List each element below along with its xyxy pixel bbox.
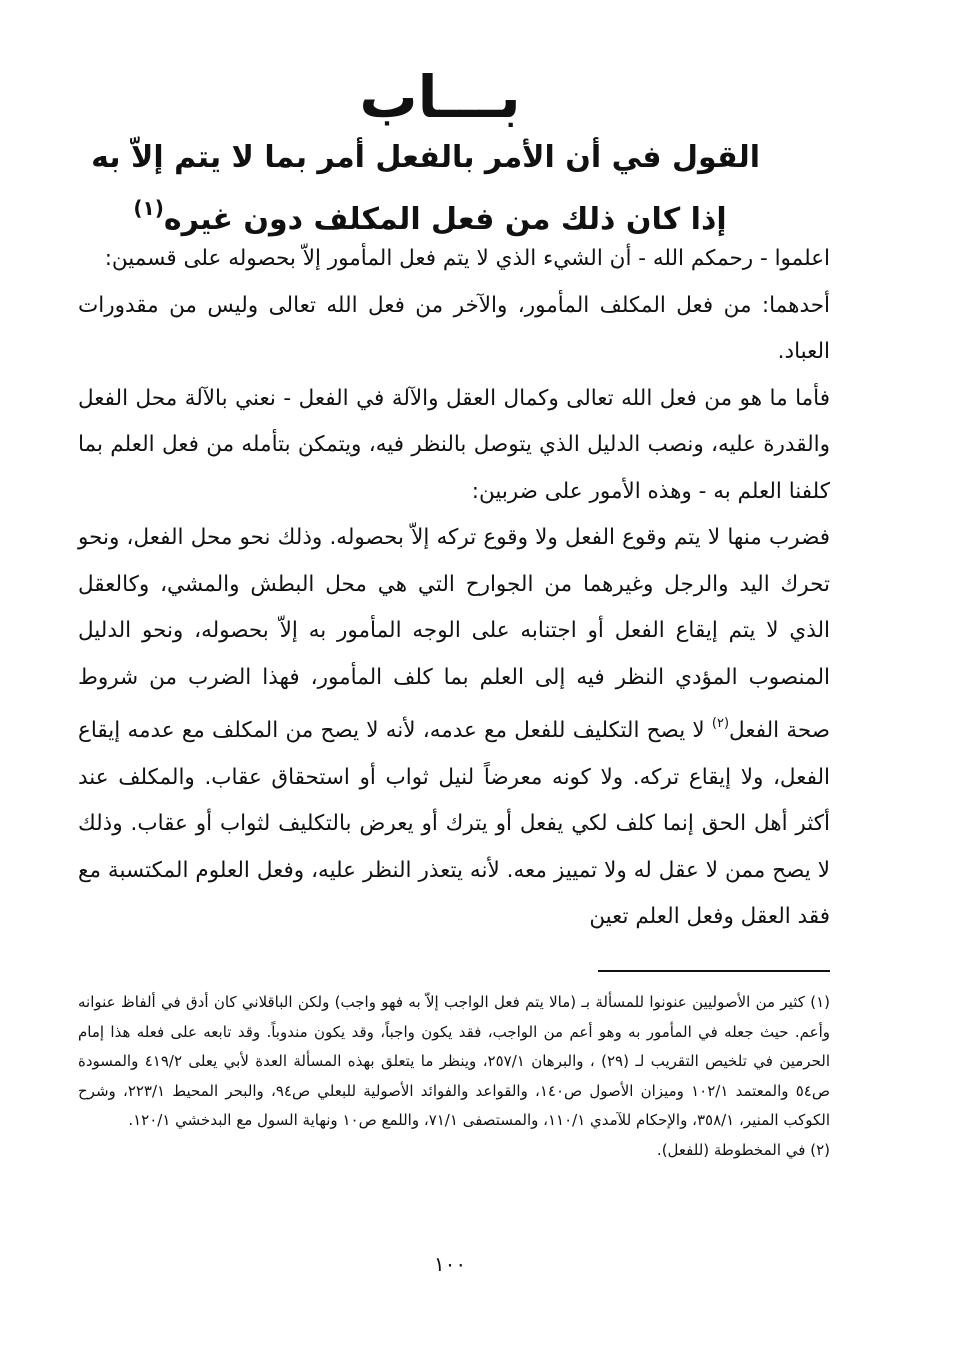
paragraph-4-part-b: لا يصح التكليف للفعل مع عدمه، لأنه لا يصح من المكلف مع عدمه إيقاع الفعل، ولا إيقاع تركه. ولا كونه معرضاً لنيل ثواب أو استحقاق عقاب. والمكلف عند أكثر أهل الحق إنما كلف لكي يفعل أو يترك أو يعرض بالتكليف لثواب أو عقاب. وذلك لا يصح ممن لا عقل له ولا تمييز معه. لأنه يتعذر النظر عليه، وفعل العلوم المكتسبة مع فقد العقل وفعل العلم تعين <box>78 718 830 929</box>
paragraph-2: أحدهما: من فعل المكلف المأمور، والآخر من فعل الله تعالى وليس من مقدورات العباد. <box>78 292 830 364</box>
footnotes <box>78 988 830 1165</box>
footnote-divider <box>598 970 830 972</box>
chapter-heading-line-2 <box>100 186 760 242</box>
page-number: ١٠٠ <box>433 1252 467 1276</box>
chapter-heading-line-1: القول في أن الأمر بالفعل أمر بما لا يتم إلاّ به <box>91 140 760 175</box>
footnote-1: (١) كثير من الأصوليين عنونوا للمسألة بـ (مالا يتم فعل الواجب إلاّ به فهو واجب) ولكن الباقلاني كان أدق في ألفاظ عنوانه وأعم. حيث جعله في المأمور به وهو أعم من الواجب، فقد يكون واجباً، وقد يكون مندوباً. وقد تابعه على فعله هذا إمام الحرمين في تلخيص التقريب لـ (٢٩) ، والبرهان ٢٥٧/١، وينظر ما يتعلق بهذه المسألة العدة لأبي يعلى ٤١٩/٢ والمسودة ص٥٤ والمعتمد ١٠٢/١ وميزان الأصول ص١٤٠، والقواعد والفوائد الأصولية للبعلي ص٩٤، والبحر المحيط ٢٢٣/١، وشرح الكوكب المنير، ٣٥٨/١، والإحكام للآمدي ١١٠/١، والمستصفى ٧١/١، واللمع ص١٠ ونهاية السول مع البدخشي ١٢٠/١. <box>78 993 830 1129</box>
chapter-heading-line-2-text: إذا كان ذلك من فعل المكلف دون غيره <box>163 202 727 237</box>
footnote-ref-1: (١) <box>133 196 164 220</box>
paragraph-1: اعلموا - رحمكم الله - أن الشيء الذي لا يتم فعل المأمور إلاّ بحصوله على قسمين: <box>104 246 830 271</box>
paragraph-4-part-a: فضرب منها لا يتم وقوع الفعل ولا وقوع تركه إلاّ بحصوله. وذلك نحو محل الفعل، ونحو تحرك اليد والرجل وغيرهما من الجوارح التي هي محل البطش والمشي، وكالعقل الذي لا يتم إيقاع الفعل أو اجتنابه على الوجه المأمور به إلاّ بحصوله، ونحو الدليل المنصوب المؤدي النظر فيه إلى العلم بما كلف المأمور، فهذا الضرب من شروط صحة الفعل <box>78 525 830 743</box>
paragraph-4 <box>78 515 830 941</box>
chapter-label: بـــاب <box>359 63 521 131</box>
main-text <box>78 236 830 941</box>
paragraph-3: فأما ما هو من فعل الله تعالى وكمال العقل والآلة في الفعل - نعني بالآلة محل الفعل والقدرة عليه، ونصب الدليل الذي يتوصل بالنظر فيه، ويتمكن بتأمله من فعل العلم بما كلفنا العلم به - وهذه الأمور على ضربين: <box>78 385 830 504</box>
footnote-2: (٢) في المخطوطة (للفعل). <box>656 1140 830 1159</box>
footnote-ref-2: (٢) <box>711 716 730 731</box>
